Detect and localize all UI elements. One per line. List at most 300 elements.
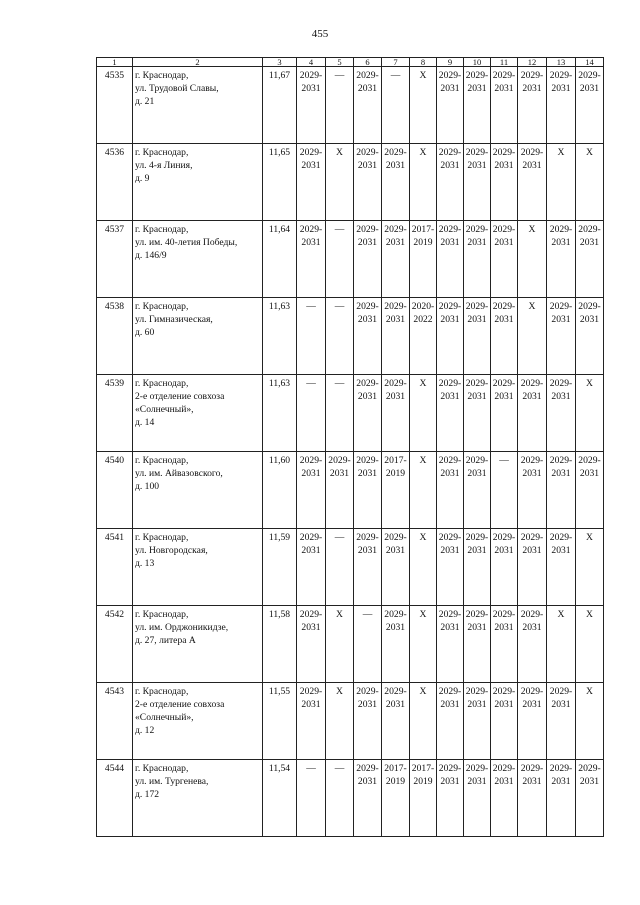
period-start: 2029- xyxy=(549,763,573,774)
period-cell xyxy=(354,452,382,529)
row-number: 4541 xyxy=(97,529,133,606)
period-cell xyxy=(518,529,547,606)
period-end: 2031 xyxy=(440,160,460,171)
period-start: 2029- xyxy=(520,455,544,466)
dash-mark: — xyxy=(334,301,345,312)
period-start: 2029- xyxy=(299,532,323,543)
period-cell xyxy=(326,144,354,221)
column-number: 2 xyxy=(133,58,263,67)
period-end: 2031 xyxy=(467,314,487,325)
period-cell xyxy=(547,529,576,606)
period-end: 2019 xyxy=(385,776,406,787)
dash-mark: — xyxy=(390,70,401,81)
address-line: д. 13 xyxy=(135,558,155,569)
period-end: 2031 xyxy=(440,776,460,787)
value-cell: 11,60 xyxy=(263,452,297,529)
period-end: 2031 xyxy=(522,545,542,556)
table-row xyxy=(97,221,604,298)
column-number: 12 xyxy=(518,58,547,67)
period-end: 2031 xyxy=(440,83,460,94)
period-start: 2029- xyxy=(520,686,544,697)
period-cell xyxy=(464,529,491,606)
period-end: 2031 xyxy=(385,545,406,556)
period-end: 2031 xyxy=(467,83,487,94)
period-start: 2029- xyxy=(384,147,407,158)
address-cell xyxy=(133,760,263,837)
period-cell xyxy=(410,298,437,375)
period-start: 2029- xyxy=(438,763,462,774)
period-cell xyxy=(464,221,491,298)
address-line: г. Краснодар, xyxy=(135,763,189,774)
period-cell xyxy=(437,144,464,221)
period-end: 2031 xyxy=(467,237,487,248)
period-end: 2031 xyxy=(357,545,378,556)
address-line: д. 9 xyxy=(135,173,150,184)
period-end: 2031 xyxy=(551,314,571,325)
table-row xyxy=(97,375,604,452)
period-start: 2020- xyxy=(411,301,435,312)
period-end: 2031 xyxy=(551,699,571,710)
period-end: 2031 xyxy=(440,237,460,248)
dash-mark: — xyxy=(334,763,345,774)
period-cell xyxy=(576,144,604,221)
period-cell xyxy=(437,683,464,760)
period-end: 2022 xyxy=(413,314,433,325)
value-cell: 11,55 xyxy=(263,683,297,760)
column-number: 3 xyxy=(263,58,297,67)
period-cell xyxy=(410,529,437,606)
period-end: 2031 xyxy=(385,391,406,402)
period-start: 2029- xyxy=(299,609,323,620)
period-end: 2031 xyxy=(494,699,514,710)
period-start: 2029- xyxy=(356,224,379,235)
period-start: 2029- xyxy=(384,301,407,312)
period-cell xyxy=(547,221,576,298)
period-cell xyxy=(518,606,547,683)
period-cell xyxy=(491,67,518,144)
period-end: 2031 xyxy=(522,468,542,479)
period-end: 2031 xyxy=(301,237,321,248)
period-start: 2029- xyxy=(356,70,379,81)
period-cell xyxy=(491,760,518,837)
period-cell xyxy=(410,375,437,452)
period-start: 2029- xyxy=(520,609,544,620)
period-cell xyxy=(297,375,326,452)
period-start: 2029- xyxy=(549,224,573,235)
dash-mark: — xyxy=(362,609,373,620)
period-end: 2031 xyxy=(301,83,321,94)
period-start: 2029- xyxy=(492,70,516,81)
not-applicable-mark: X xyxy=(586,147,593,158)
address-line: г. Краснодар, xyxy=(135,70,189,81)
address-cell xyxy=(133,67,263,144)
period-end: 2031 xyxy=(467,776,487,787)
period-cell xyxy=(576,760,604,837)
register-body xyxy=(97,58,604,837)
period-cell xyxy=(547,144,576,221)
period-cell xyxy=(410,760,437,837)
period-end: 2031 xyxy=(579,314,600,325)
period-end: 2031 xyxy=(301,468,321,479)
period-end: 2031 xyxy=(329,468,350,479)
period-start: 2029- xyxy=(356,455,379,466)
not-applicable-mark: X xyxy=(336,686,343,697)
period-start: 2029- xyxy=(384,532,407,543)
row-number: 4544 xyxy=(97,760,133,837)
period-cell xyxy=(576,683,604,760)
column-number: 8 xyxy=(410,58,437,67)
period-cell xyxy=(518,144,547,221)
period-cell xyxy=(326,67,354,144)
period-start: 2029- xyxy=(492,378,516,389)
period-cell xyxy=(382,144,410,221)
period-cell xyxy=(410,144,437,221)
period-cell xyxy=(382,529,410,606)
period-start: 2029- xyxy=(578,763,601,774)
table-row xyxy=(97,760,604,837)
period-start: 2029- xyxy=(465,70,489,81)
value-cell: 11,67 xyxy=(263,67,297,144)
address-line: 2-е отделение совхоза xyxy=(135,391,225,402)
not-applicable-mark: X xyxy=(419,455,427,466)
period-cell xyxy=(491,683,518,760)
register-table xyxy=(96,57,604,837)
period-cell xyxy=(437,298,464,375)
period-start: 2029- xyxy=(492,301,516,312)
period-cell xyxy=(326,221,354,298)
period-cell xyxy=(437,452,464,529)
period-cell xyxy=(491,606,518,683)
table-row xyxy=(97,529,604,606)
period-end: 2031 xyxy=(579,468,600,479)
period-cell xyxy=(518,452,547,529)
period-cell xyxy=(354,67,382,144)
row-number: 4542 xyxy=(97,606,133,683)
period-start: 2029- xyxy=(384,224,407,235)
period-end: 2031 xyxy=(440,699,460,710)
period-start: 2029- xyxy=(384,686,407,697)
period-end: 2031 xyxy=(385,237,406,248)
period-start: 2029- xyxy=(299,224,323,235)
period-cell xyxy=(491,452,518,529)
table-row xyxy=(97,67,604,144)
period-start: 2029- xyxy=(356,147,379,158)
period-start: 2029- xyxy=(549,532,573,543)
address-line: г. Краснодар, xyxy=(135,378,189,389)
period-end: 2031 xyxy=(385,622,406,633)
period-cell xyxy=(297,683,326,760)
period-start: 2029- xyxy=(520,532,544,543)
period-end: 2031 xyxy=(301,622,321,633)
period-end: 2031 xyxy=(357,160,378,171)
period-cell xyxy=(297,452,326,529)
not-applicable-mark: X xyxy=(528,301,536,312)
column-number: 11 xyxy=(491,58,518,67)
period-cell xyxy=(464,298,491,375)
period-end: 2031 xyxy=(385,160,406,171)
period-start: 2029- xyxy=(438,609,462,620)
period-cell xyxy=(464,144,491,221)
period-start: 2029- xyxy=(520,763,544,774)
period-start: 2029- xyxy=(578,224,601,235)
period-end: 2031 xyxy=(467,622,487,633)
period-cell xyxy=(547,606,576,683)
address-line: д. 21 xyxy=(135,96,155,107)
address-line: «Солнечный», xyxy=(135,712,194,723)
value-cell: 11,54 xyxy=(263,760,297,837)
not-applicable-mark: X xyxy=(557,609,565,620)
period-cell xyxy=(518,221,547,298)
period-end: 2031 xyxy=(301,699,321,710)
period-end: 2031 xyxy=(494,391,514,402)
not-applicable-mark: X xyxy=(557,147,565,158)
period-cell xyxy=(491,221,518,298)
address-line: д. 27, литера А xyxy=(135,635,196,646)
address-line: ул. Гимназическая, xyxy=(135,314,213,325)
period-cell xyxy=(354,683,382,760)
period-cell xyxy=(576,375,604,452)
period-start: 2029- xyxy=(438,70,462,81)
period-cell xyxy=(437,221,464,298)
column-number: 4 xyxy=(297,58,326,67)
period-cell xyxy=(410,452,437,529)
period-start: 2029- xyxy=(578,70,601,81)
period-end: 2031 xyxy=(579,776,600,787)
period-start: 2029- xyxy=(520,70,544,81)
period-cell xyxy=(518,683,547,760)
period-cell xyxy=(354,375,382,452)
period-start: 2029- xyxy=(465,763,489,774)
period-cell xyxy=(410,221,437,298)
address-cell xyxy=(133,529,263,606)
not-applicable-mark: X xyxy=(586,609,593,620)
period-cell xyxy=(354,298,382,375)
period-cell xyxy=(354,529,382,606)
address-cell xyxy=(133,221,263,298)
not-applicable-mark: X xyxy=(336,609,343,620)
value-cell: 11,63 xyxy=(263,375,297,452)
period-end: 2031 xyxy=(551,237,571,248)
period-end: 2031 xyxy=(467,391,487,402)
page-number: 455 xyxy=(311,28,329,40)
period-start: 2029- xyxy=(438,301,462,312)
period-end: 2031 xyxy=(551,83,571,94)
row-number: 4539 xyxy=(97,375,133,452)
period-start: 2017- xyxy=(384,455,407,466)
period-start: 2017- xyxy=(411,224,435,235)
period-end: 2031 xyxy=(440,622,460,633)
address-cell xyxy=(133,452,263,529)
value-cell: 11,58 xyxy=(263,606,297,683)
period-end: 2031 xyxy=(440,468,460,479)
period-end: 2031 xyxy=(494,622,514,633)
period-cell xyxy=(297,529,326,606)
not-applicable-mark: X xyxy=(419,147,427,158)
period-end: 2031 xyxy=(467,699,487,710)
address-line: ул. 4-я Линия, xyxy=(135,160,193,171)
period-start: 2029- xyxy=(465,147,489,158)
period-end: 2031 xyxy=(494,314,514,325)
period-start: 2029- xyxy=(438,455,462,466)
column-number-row xyxy=(97,58,604,67)
address-line: г. Краснодар, xyxy=(135,609,189,620)
period-cell xyxy=(354,760,382,837)
period-end: 2031 xyxy=(385,699,406,710)
address-line: г. Краснодар, xyxy=(135,224,189,235)
period-start: 2029- xyxy=(549,455,573,466)
period-end: 2019 xyxy=(413,776,433,787)
period-end: 2031 xyxy=(301,160,321,171)
dash-mark: — xyxy=(306,378,316,389)
period-start: 2029- xyxy=(438,532,462,543)
dash-mark: — xyxy=(334,378,345,389)
period-end: 2031 xyxy=(522,622,542,633)
period-start: 2029- xyxy=(465,378,489,389)
address-line: ул. им. Айвазовского, xyxy=(135,468,223,479)
not-applicable-mark: X xyxy=(586,378,593,389)
period-cell xyxy=(518,375,547,452)
period-cell xyxy=(464,452,491,529)
period-end: 2031 xyxy=(357,237,378,248)
period-cell xyxy=(326,375,354,452)
table-row xyxy=(97,144,604,221)
not-applicable-mark: X xyxy=(419,686,427,697)
column-number: 1 xyxy=(97,58,133,67)
period-start: 2029- xyxy=(549,70,573,81)
not-applicable-mark: X xyxy=(586,686,593,697)
period-cell xyxy=(576,298,604,375)
period-end: 2031 xyxy=(357,699,378,710)
period-cell xyxy=(547,452,576,529)
period-cell xyxy=(518,298,547,375)
value-cell: 11,63 xyxy=(263,298,297,375)
dash-mark: — xyxy=(334,224,345,235)
period-cell xyxy=(437,760,464,837)
address-cell xyxy=(133,298,263,375)
address-line: д. 12 xyxy=(135,725,155,736)
address-line: «Солнечный», xyxy=(135,404,194,415)
address-cell xyxy=(133,144,263,221)
dash-mark: — xyxy=(306,763,316,774)
row-number: 4540 xyxy=(97,452,133,529)
address-line: ул. им. Тургенева, xyxy=(135,776,209,787)
period-end: 2019 xyxy=(385,468,406,479)
period-start: 2029- xyxy=(520,147,544,158)
period-start: 2029- xyxy=(438,224,462,235)
period-cell xyxy=(547,298,576,375)
period-end: 2031 xyxy=(494,237,514,248)
column-number: 5 xyxy=(326,58,354,67)
period-start: 2029- xyxy=(356,301,379,312)
period-start: 2029- xyxy=(356,686,379,697)
period-start: 2029- xyxy=(549,686,573,697)
period-cell xyxy=(491,298,518,375)
period-cell xyxy=(518,67,547,144)
period-cell xyxy=(326,298,354,375)
period-cell xyxy=(410,67,437,144)
period-cell xyxy=(382,221,410,298)
address-line: г. Краснодар, xyxy=(135,455,189,466)
period-start: 2029- xyxy=(520,378,544,389)
column-number: 7 xyxy=(382,58,410,67)
column-number: 6 xyxy=(354,58,382,67)
period-cell xyxy=(576,529,604,606)
table-row xyxy=(97,606,604,683)
not-applicable-mark: X xyxy=(419,609,427,620)
period-cell xyxy=(464,683,491,760)
period-start: 2029- xyxy=(356,378,379,389)
address-line: ул. Трудовой Славы, xyxy=(135,83,219,94)
period-cell xyxy=(547,760,576,837)
period-cell xyxy=(297,221,326,298)
not-applicable-mark: X xyxy=(528,224,536,235)
period-cell xyxy=(547,375,576,452)
period-end: 2031 xyxy=(467,468,487,479)
period-end: 2031 xyxy=(494,545,514,556)
period-cell xyxy=(547,67,576,144)
row-number: 4538 xyxy=(97,298,133,375)
table-row xyxy=(97,298,604,375)
row-number: 4537 xyxy=(97,221,133,298)
not-applicable-mark: X xyxy=(586,532,593,543)
period-cell xyxy=(297,298,326,375)
address-line: г. Краснодар, xyxy=(135,301,189,312)
period-cell xyxy=(382,760,410,837)
period-start: 2029- xyxy=(384,609,407,620)
period-end: 2031 xyxy=(551,545,571,556)
period-end: 2031 xyxy=(440,314,460,325)
period-end: 2031 xyxy=(357,776,378,787)
period-start: 2029- xyxy=(438,147,462,158)
period-cell xyxy=(576,452,604,529)
address-line: г. Краснодар, xyxy=(135,686,189,697)
period-cell xyxy=(297,760,326,837)
period-start: 2029- xyxy=(438,686,462,697)
period-cell xyxy=(382,298,410,375)
value-cell: 11,65 xyxy=(263,144,297,221)
period-cell xyxy=(576,221,604,298)
address-line: д. 100 xyxy=(135,481,160,492)
period-start: 2029- xyxy=(299,70,323,81)
period-start: 2029- xyxy=(465,301,489,312)
period-start: 2029- xyxy=(299,147,323,158)
period-end: 2031 xyxy=(551,391,571,402)
period-end: 2031 xyxy=(357,468,378,479)
period-end: 2031 xyxy=(467,545,487,556)
period-start: 2029- xyxy=(492,609,516,620)
period-end: 2031 xyxy=(579,237,600,248)
row-number: 4536 xyxy=(97,144,133,221)
period-start: 2029- xyxy=(578,455,601,466)
column-number: 13 xyxy=(547,58,576,67)
period-end: 2031 xyxy=(385,314,406,325)
period-start: 2029- xyxy=(356,532,379,543)
period-start: 2029- xyxy=(465,609,489,620)
period-start: 2029- xyxy=(438,378,462,389)
period-cell xyxy=(491,375,518,452)
address-line: д. 172 xyxy=(135,789,160,800)
table-row xyxy=(97,452,604,529)
period-end: 2031 xyxy=(357,391,378,402)
address-cell xyxy=(133,606,263,683)
not-applicable-mark: X xyxy=(336,147,343,158)
period-cell xyxy=(326,760,354,837)
period-cell xyxy=(518,760,547,837)
period-start: 2029- xyxy=(356,763,379,774)
period-start: 2029- xyxy=(492,532,516,543)
period-cell xyxy=(464,606,491,683)
column-number: 10 xyxy=(464,58,491,67)
